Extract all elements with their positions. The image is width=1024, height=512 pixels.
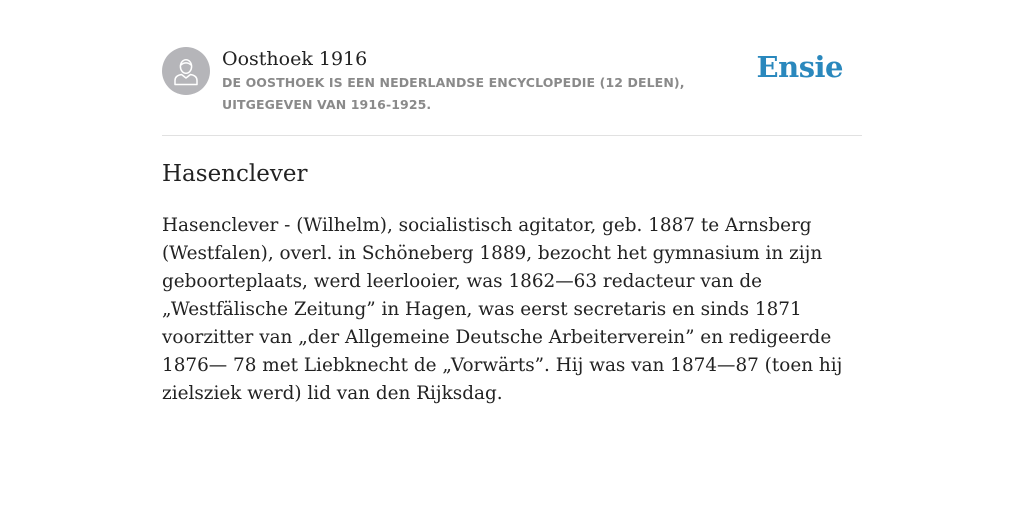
entry-body: Hasenclever - (Wilhelm), socialistisch agitator, geb. 1887 te Arnsberg (Westfalen), overl. in Schöneberg 1889, bezocht het gymnasium in zijn geboorteplaats, werd leerlooier, was 1862—63 redacteur van de „Westfälische Zeitung” in Hagen, was eerst secretaris en sinds 1871 voorzitter van „der Allgemeine Deutsche Arbeiterverein” en redigeerde 1876— 78 met Liebknecht de „Vorwärts”. Hij was van 1874—87 (toen hij zielsziek werd) lid van den Rijksdag. bbox=[162, 215, 843, 404]
entry-title: Hasenclever bbox=[162, 161, 308, 187]
source-description: DE OOSTHOEK IS EEN NEDERLANDSE ENCYCLOPEDIE (12 DELEN), UITGEGEVEN VAN 1916-1925. bbox=[222, 75, 685, 112]
ensie-logo[interactable]: Ensie bbox=[756, 50, 843, 84]
user-icon bbox=[172, 56, 200, 86]
header-divider bbox=[162, 135, 862, 136]
avatar[interactable] bbox=[162, 47, 210, 95]
source-title[interactable]: Oosthoek 1916 bbox=[222, 48, 368, 70]
source-header bbox=[162, 47, 862, 117]
